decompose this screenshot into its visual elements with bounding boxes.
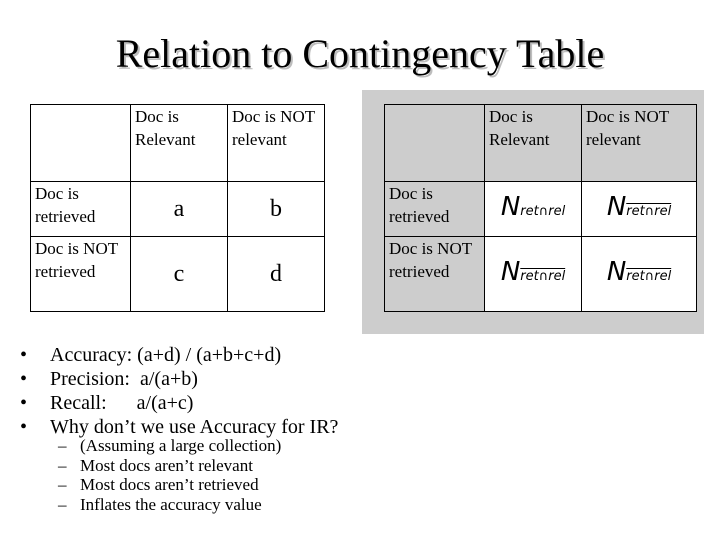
header-relevant-right: Doc is Relevant bbox=[485, 105, 582, 182]
header-not-relevant: Doc is NOT relevant bbox=[228, 105, 325, 182]
row-not-retrieved-right: Doc is NOT retrieved bbox=[385, 237, 485, 312]
cell-b: b bbox=[228, 182, 325, 237]
empty-corner-right bbox=[385, 105, 485, 182]
cell-d: d bbox=[228, 237, 325, 312]
list-item: • Precision: a/(a+b) bbox=[20, 368, 198, 390]
empty-corner bbox=[31, 105, 131, 182]
list-item: • Accuracy: (a+d) / (a+b+c+d) bbox=[20, 344, 282, 366]
list-item: • Why don’t we use Accuracy for IR? bbox=[20, 416, 339, 438]
contingency-table-plain bbox=[30, 104, 325, 312]
formula-fn: Nret∩rel bbox=[485, 237, 582, 312]
list-item: • Recall: a/(a+c) bbox=[20, 392, 194, 414]
list-item: – Inflates the accuracy value bbox=[58, 494, 262, 514]
row-retrieved: Doc is retrieved bbox=[31, 182, 131, 237]
list-item: – Most docs aren’t relevant bbox=[58, 455, 253, 475]
header-not-relevant-right: Doc is NOT relevant bbox=[582, 105, 697, 182]
contingency-table-formula bbox=[384, 104, 697, 312]
bullet-list bbox=[20, 343, 338, 439]
formula-tp: Nret∩rel bbox=[485, 182, 582, 237]
list-item: – (Assuming a large collection) bbox=[58, 436, 282, 455]
sub-bullet-list bbox=[58, 436, 281, 514]
slide-title: Relation to Contingency Table bbox=[115, 31, 605, 76]
formula-tn: Nret∩rel bbox=[582, 237, 697, 312]
list-item: – Most docs aren’t retrieved bbox=[58, 475, 259, 494]
cell-c: c bbox=[131, 237, 228, 312]
header-relevant: Doc is Relevant bbox=[131, 105, 228, 182]
row-retrieved-right: Doc is retrieved bbox=[385, 182, 485, 237]
row-not-retrieved: Doc is NOT retrieved bbox=[31, 237, 131, 312]
cell-a: a bbox=[131, 182, 228, 237]
formula-fp: Nret∩rel bbox=[582, 182, 697, 237]
